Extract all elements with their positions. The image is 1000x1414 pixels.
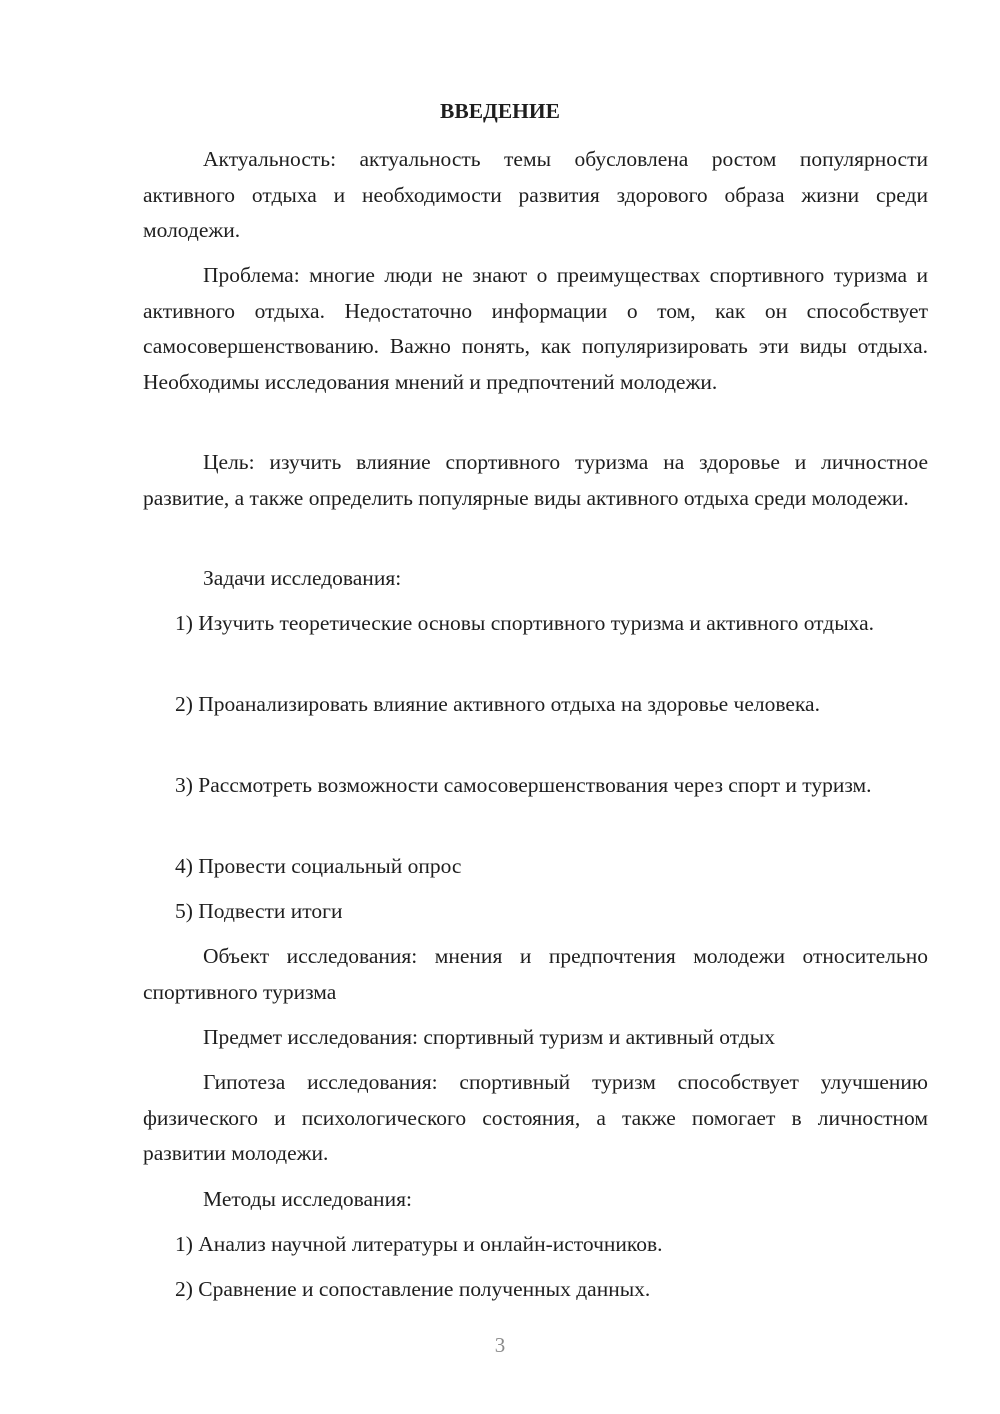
task-item-5: 5) Подвести итоги (175, 899, 343, 923)
relevance-paragraph: Актуальность: актуальность темы обусловлена ростом популярности активного отдыха и необходимости развития здорового образа жизни среди молодежи. (143, 147, 928, 242)
task-item-4: 4) Провести социальный опрос (175, 854, 462, 878)
problem-paragraph: Проблема: многие люди не знают о преимуществах спортивного туризма и активного отдыха. Недостаточно информации о том, как он способствует самосовершенствованию. Важно понять, как популяризировать эти виды отдыха. Необходимы исследования мнений и предпочтений молодежи. (143, 263, 928, 394)
methods-heading: Методы исследования: (203, 1187, 412, 1211)
task-item-3: 3) Рассмотреть возможности самосовершенствования через спорт и туризм. (175, 773, 872, 797)
page-number: 3 (494, 1333, 506, 1357)
page-title: ВВЕДЕНИЕ (440, 99, 560, 123)
tasks-heading: Задачи исследования: (203, 566, 402, 590)
method-item-1: 1) Анализ научной литературы и онлайн-источников. (175, 1232, 663, 1256)
object-paragraph: Объект исследования: мнения и предпочтения молодежи относительно спортивного туризма (143, 944, 928, 1004)
task-item-1: 1) Изучить теоретические основы спортивного туризма и активного отдыха. (175, 611, 875, 635)
hypothesis-paragraph: Гипотеза исследования: спортивный туризм способствует улучшению физического и психологического состояния, а также помогает в личностном развитии молодежи. (143, 1070, 928, 1165)
method-item-2: 2) Сравнение и сопоставление полученных данных. (175, 1277, 651, 1301)
task-item-2: 2) Проанализировать влияние активного отдыха на здоровье человека. (175, 692, 820, 716)
goal-paragraph: Цель: изучить влияние спортивного туризма на здоровье и личностное развитие, а также определить популярные виды активного отдыха среди молодежи. (143, 450, 928, 510)
subject-paragraph: Предмет исследования: спортивный туризм и активный отдых (203, 1025, 775, 1049)
